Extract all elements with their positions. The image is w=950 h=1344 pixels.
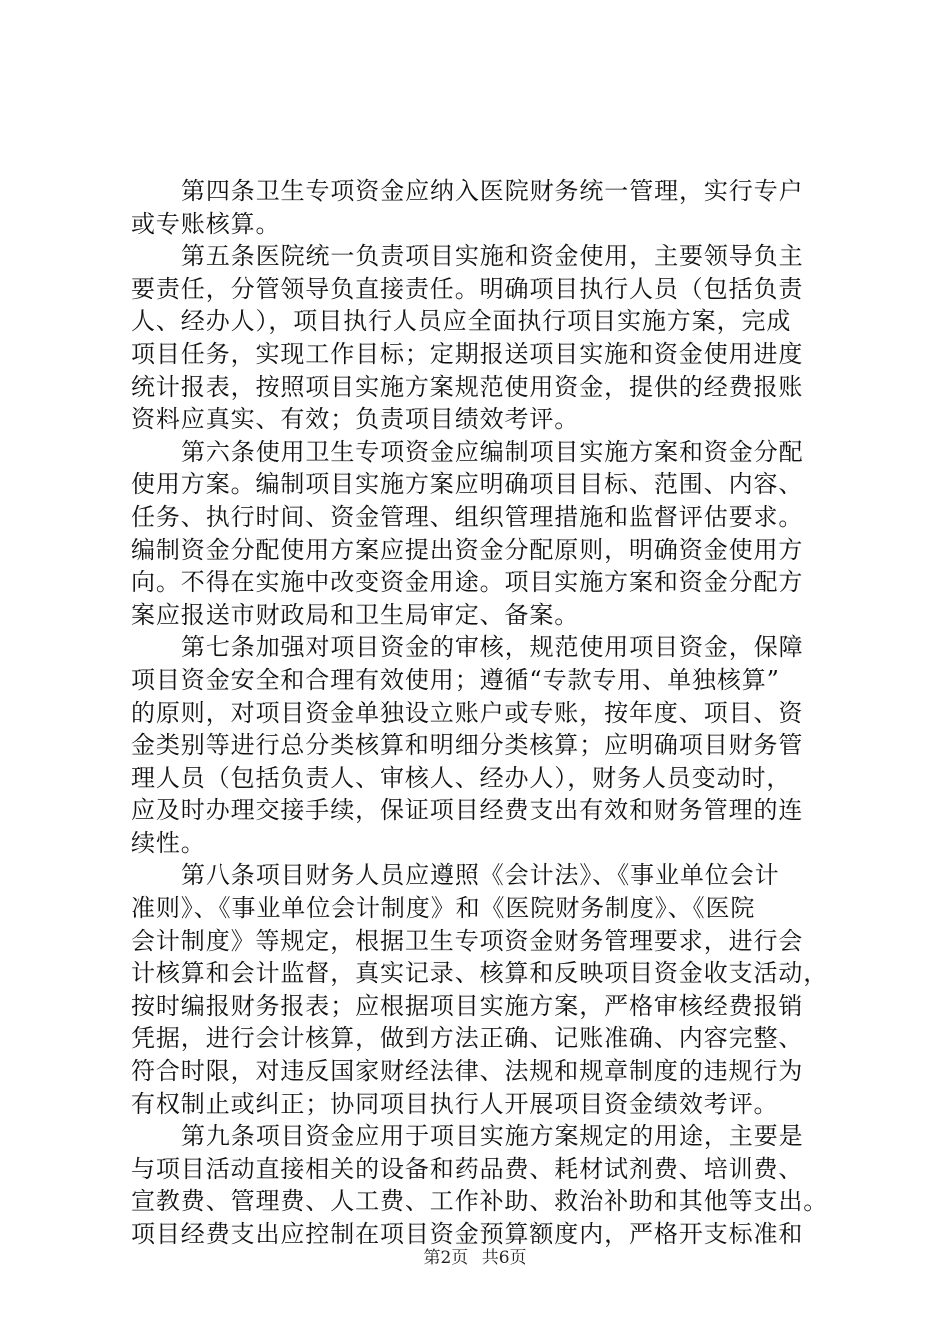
text-line: 有权制止或纠正；协同项目执行人开展项目资金绩效考评。 (131, 1089, 779, 1118)
text-line: 金类别等进行总分类核算和明细分类核算；应明确项目财务管 (131, 731, 804, 760)
text-line: 第七条加强对项目资金的审核，规范使用项目资金，保障 (181, 633, 804, 662)
text-line: 准则》、《事业单位会计制度》和《医院财务制度》、《医院 (131, 894, 756, 923)
text-line: 计核算和会计监督，真实记录、核算和反映项目资金收支活动， (131, 959, 829, 988)
text-line: 案应报送市财政局和卫生局审定、备案。 (131, 600, 580, 629)
text-line: 第八条项目财务人员应遵照《会计法》、《事业单位会计 (181, 861, 780, 890)
paragraph-article-6 (131, 436, 831, 632)
paragraph-article-7 (131, 631, 831, 859)
text-line: 项目任务，实现工作目标；定期报送项目实施和资金使用进度 (131, 339, 804, 368)
text-line: 续性。 (131, 828, 206, 857)
paragraph-article-4 (131, 175, 831, 240)
paragraph-article-9 (131, 1120, 831, 1250)
text-line: 会计制度》等规定，根据卫生专项资金财务管理要求，进行会 (131, 926, 804, 955)
document-body (131, 175, 831, 1251)
text-line: 宣教费、管理费、人工费、工作补助、救治补助和其他等支出。 (131, 1187, 829, 1216)
text-line: 的原则，对项目资金单独设立账户或专账，按年度、项目、资 (131, 698, 804, 727)
text-line: 第五条医院统一负责项目实施和资金使用，主要领导负主 (181, 242, 804, 271)
text-line: 与项目活动直接相关的设备和药品费、耗材试剂费、培训费、 (131, 1154, 804, 1183)
text-line: 第四条卫生专项资金应纳入医院财务统一管理，实行专户 (181, 177, 804, 205)
text-line: 按时编报财务报表；应根据项目实施方案，严格审核经费报销 (131, 991, 804, 1020)
text-line: 符合时限，对违反国家财经法律、法规和规章制度的违规行为 (131, 1057, 804, 1086)
text-line: 向。不得在实施中改变资金用途。项目实施方案和资金分配方 (131, 568, 804, 597)
text-line: 应及时办理交接手续，保证项目经费支出有效和财务管理的连 (131, 796, 804, 825)
text-line: 任务、执行时间、资金管理、组织管理措施和监督评估要求。 (131, 502, 804, 531)
page-footer (0, 1243, 950, 1268)
text-line: 第九条项目资金应用于项目实施方案规定的用途，主要是 (181, 1122, 804, 1151)
text-line: 统计报表，按照项目实施方案规范使用资金，提供的经费报账 (131, 372, 804, 401)
text-line: 人、经办人），项目执行人员应全面执行项目实施方案，完成 (131, 307, 792, 336)
text-line: 第六条使用卫生专项资金应编制项目实施方案和资金分配 (181, 437, 804, 466)
page-number: 第2页 (423, 1248, 469, 1268)
text-line: 项目资金安全和合理有效使用；遵循“专款专用、单独核算” (131, 665, 780, 694)
text-line: 要责任，分管领导负直接责任。明确项目执行人员（包括负责 (131, 274, 804, 303)
text-line: 编制资金分配使用方案应提出资金分配原则，明确资金使用方 (131, 535, 804, 564)
paragraph-article-5 (131, 240, 831, 436)
text-line: 项目经费支出应控制在项目资金预算额度内，严格开支标准和 (131, 1220, 804, 1248)
text-line: 凭据，进行会计核算，做到方法正确、记账准确、内容完整、 (131, 1024, 804, 1053)
text-line: 资料应真实、有效；负责项目绩效考评。 (131, 405, 580, 434)
paragraph-article-8 (131, 859, 831, 1120)
text-line: 使用方案。编制项目实施方案应明确项目目标、范围、内容、 (131, 470, 804, 499)
page-total: 共6页 (481, 1248, 527, 1268)
text-line: 理人员（包括负责人、审核人、经办人），财务人员变动时， (131, 763, 792, 792)
text-line: 或专账核算。 (131, 209, 281, 238)
